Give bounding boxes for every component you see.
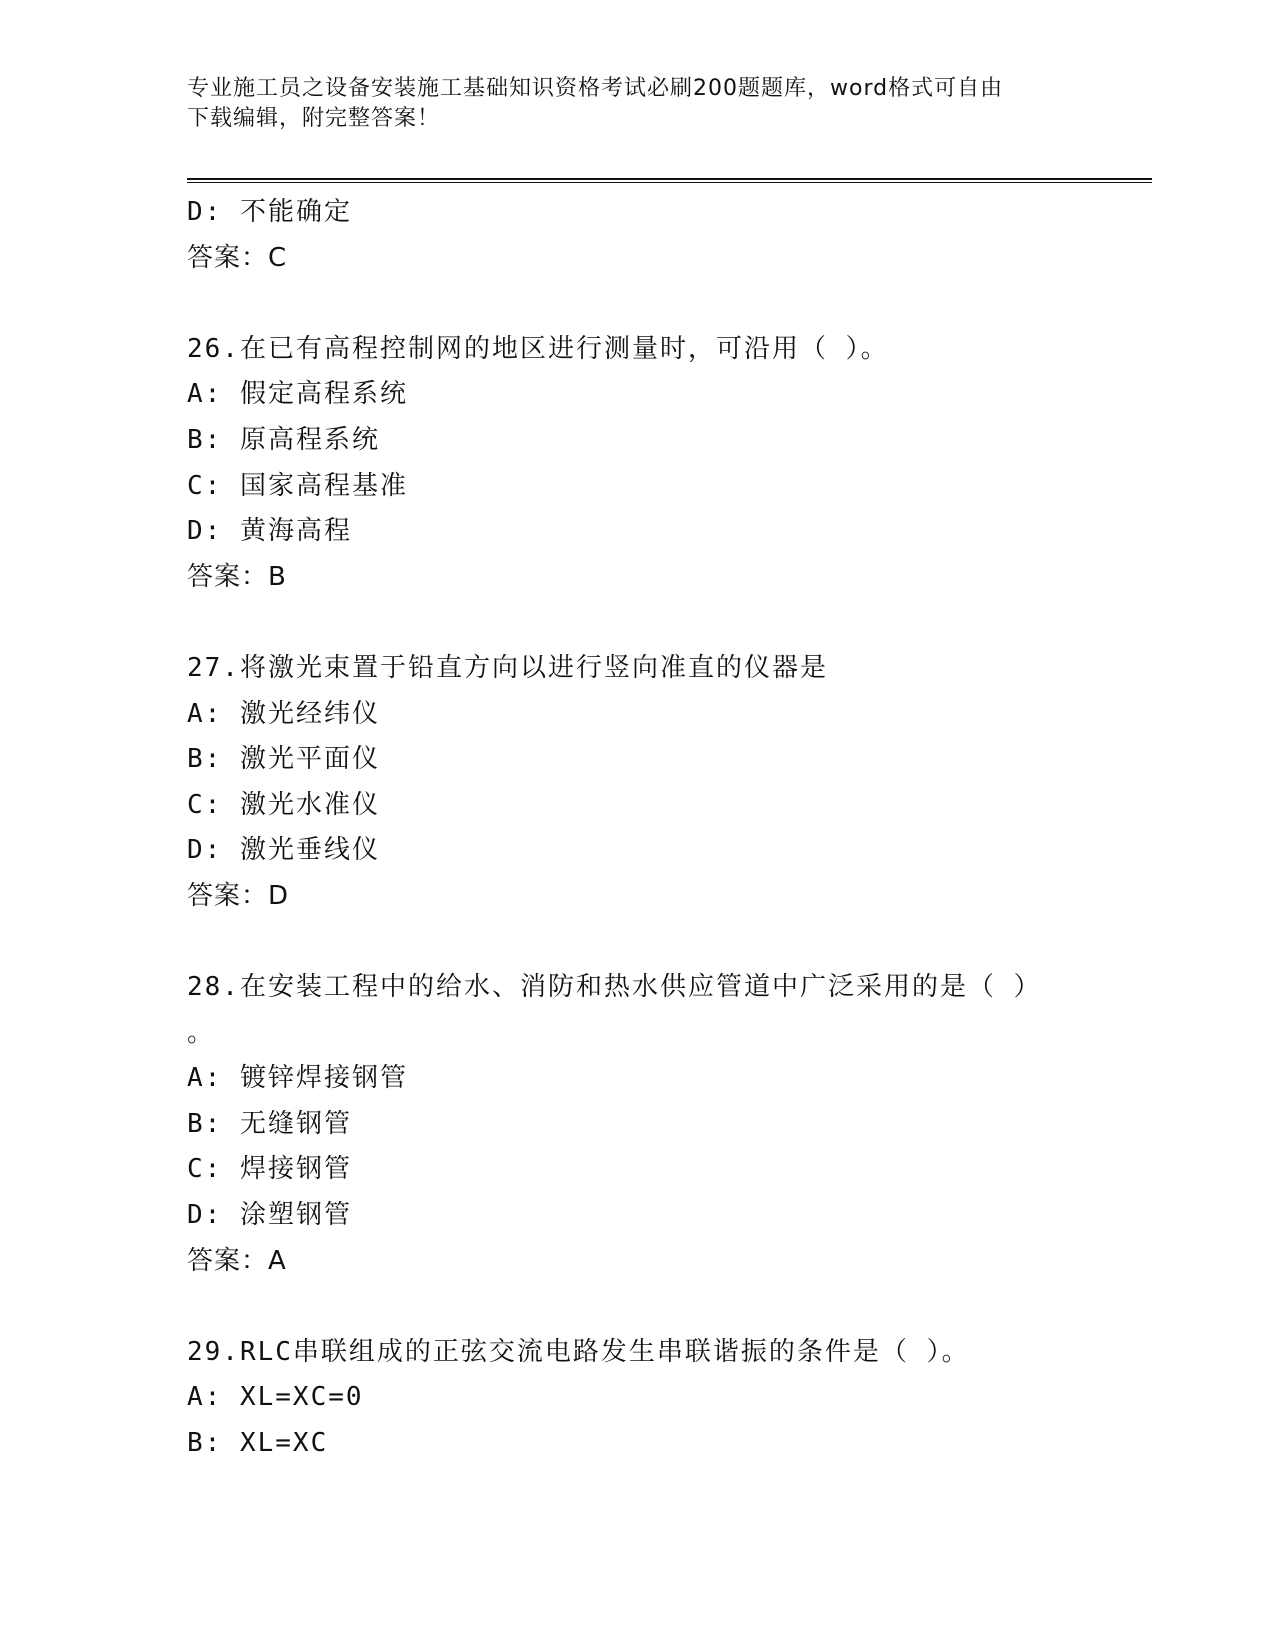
question-28-option-d: D: 涂塑钢管 <box>187 1200 352 1231</box>
question-27-option-b: B: 激光平面仪 <box>187 744 380 775</box>
prev-answer: 答案：C <box>187 242 288 273</box>
question-28-option-b: B: 无缝钢管 <box>187 1108 352 1139</box>
question-26-stem: 26.在已有高程控制网的地区进行测量时，可沿用（ ）。 <box>187 333 889 364</box>
question-29-option-b: B: XL=XC <box>187 1428 329 1459</box>
header-divider-thin <box>187 182 1152 183</box>
question-28-stem-continued: 。 <box>187 1017 216 1048</box>
header-line-1: 专业施工员之设备安装施工基础知识资格考试必刷200题题库，word格式可自由 <box>187 76 1004 101</box>
question-28-answer: 答案：A <box>187 1245 287 1276</box>
question-27-option-d: D: 激光垂线仪 <box>187 835 380 866</box>
header-line-2: 下载编辑，附完整答案！ <box>187 106 441 131</box>
question-28-stem: 28.在安装工程中的给水、消防和热水供应管道中广泛采用的是（ ） <box>187 972 1042 1003</box>
question-26-option-a: A: 假定高程系统 <box>187 379 408 410</box>
prev-option-d: D: 不能确定 <box>187 197 352 227</box>
header-divider <box>187 178 1152 180</box>
question-28-option-c: C: 焊接钢管 <box>187 1154 352 1185</box>
question-29-stem: 29.RLC串联组成的正弦交流电路发生串联谐振的条件是（ ）。 <box>187 1336 970 1367</box>
question-content <box>187 190 1087 1467</box>
question-27-answer: 答案：D <box>187 880 290 911</box>
question-26-option-b: B: 原高程系统 <box>187 424 380 455</box>
question-27-option-a: A: 激光经纬仪 <box>187 698 380 729</box>
question-26-answer: 答案：B <box>187 561 287 592</box>
question-26-option-c: C: 国家高程基准 <box>187 470 408 501</box>
question-26-option-d: D: 黄海高程 <box>187 516 352 547</box>
question-29-option-a: A: XL=XC=0 <box>187 1382 364 1413</box>
question-28-option-a: A: 镀锌焊接钢管 <box>187 1063 408 1094</box>
document-header <box>187 74 1087 134</box>
question-27-stem: 27.将激光束置于铅直方向以进行竖向准直的仪器是 <box>187 652 828 683</box>
question-27-option-c: C: 激光水准仪 <box>187 789 380 820</box>
